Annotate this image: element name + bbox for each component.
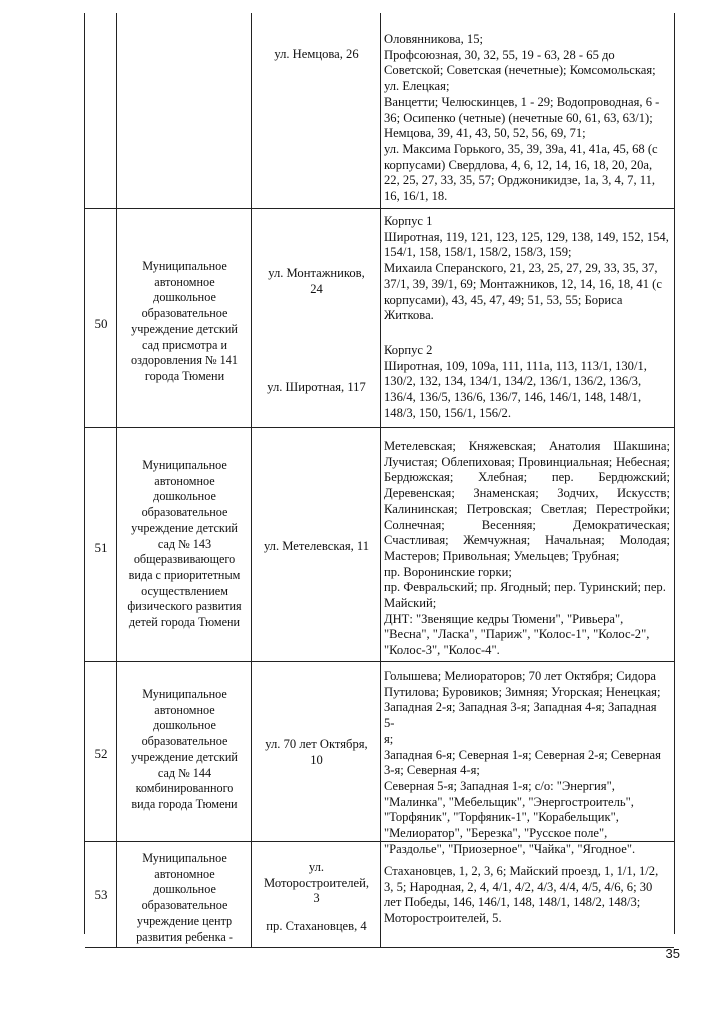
address-line: 24 — [310, 281, 323, 296]
page-number: 35 — [665, 946, 680, 961]
institution-cell — [117, 209, 252, 427]
institution-name-line: учреждение детский — [131, 321, 238, 336]
address-line: ул. Монтажников, — [268, 266, 365, 280]
territory-line: Широтная, 109, 109а, 111, 111а, 113, 113/1, 130/1, — [384, 358, 647, 373]
territory-block-1 — [384, 214, 670, 324]
territory-line: корпусами), 43, 45, 47, 49; 51, 53, 55; Бориса — [384, 292, 623, 307]
territory-line: я; — [384, 731, 394, 746]
institution-name-line: автономное — [154, 866, 215, 881]
territory-line: Солнечная; Весенняя; Демократическая; — [384, 517, 670, 532]
territory-line: Советской; Советская (нечетные); Комсомольская; — [384, 63, 656, 78]
territory-line: Стахановцев, 1, 2, 3, 6; Майский проезд, 1, 1/1, 1/2, — [384, 864, 659, 878]
institution-name — [123, 458, 246, 631]
territory-line: Мастеров; Привольная; Умельцев; Трубная; — [384, 548, 620, 563]
territory-line: корпусами) Свердлова, 4, 6, 12, 14, 16, 18, 20, 20а, — [384, 157, 653, 172]
territory-line: 148/3, 150, 156/1, 156/2. — [384, 405, 511, 420]
address-line: 10 — [310, 752, 323, 767]
institution-name-line: сад № 143 — [157, 536, 212, 551]
territory-text — [384, 669, 670, 857]
territory-line: пр. Февральский; пр. Ягодный; пер. Туринский; пер. — [384, 580, 666, 595]
table-row — [85, 428, 674, 662]
territory-line: Немцова, 39, 41, 43, 50, 52, 56, 69, 71; — [384, 126, 586, 141]
row-number-cell — [85, 13, 117, 208]
table-row — [85, 662, 674, 856]
institution-name-line: Муниципальное — [142, 458, 227, 472]
institution-name-line: осуществлением — [141, 583, 228, 598]
territory-line: Путилова; Буровиков; Зимняя; Угорская; Ненецкая; — [384, 684, 661, 699]
institution-name — [123, 687, 246, 813]
table-row — [85, 209, 674, 428]
territory-line: Лучистая; Облепиховая; Провинциальная; Небесная; — [384, 454, 670, 469]
institution-name-line: сад № 144 — [157, 765, 212, 780]
territory-line: 136/4, 136/5, 136/6, 136/7, 146, 146/1, 148, 148/1, — [384, 390, 642, 405]
institution-address-2 — [255, 919, 378, 935]
address-cell — [252, 842, 381, 947]
address-line: пр. Стахановцев, 4 — [266, 919, 367, 933]
territory-line: 22, 25, 27, 33, 35, 57; Орджоникидзе, 1а, 3, 4, 7, 11, — [384, 173, 656, 188]
territory-line: "Мелиоратор", "Березка", "Русское поле", — [384, 826, 608, 841]
territory-line: Метелевская; Княжевская; Анатолия Шакшина; — [384, 439, 670, 453]
territory-line: ДНТ: "Звенящие кедры Тюмени", "Ривьера", — [384, 611, 624, 626]
territory-line: "Весна", "Ласка", "Париж", "Колос-1", "Колос-2", — [384, 627, 650, 642]
address-cell — [252, 662, 381, 841]
institution-name-line: автономное — [154, 473, 215, 488]
institution-name — [123, 259, 246, 385]
territory-text — [384, 864, 670, 927]
table-row — [85, 13, 674, 209]
institution-name-line: вида с приоритетным — [128, 567, 241, 582]
institution-name-line: учреждение детский — [131, 520, 238, 535]
institution-cell — [117, 842, 252, 947]
institution-name-line: физического развития — [127, 599, 242, 614]
addresses-table — [84, 13, 675, 944]
institution-name-line: автономное — [154, 274, 215, 289]
institution-name-line: города Тюмени — [144, 368, 225, 383]
institution-address — [255, 266, 378, 297]
address-cell — [252, 428, 381, 661]
institution-name-line: комбинированного — [135, 781, 234, 796]
territory-line: "Малинка", "Мебельщик", "Энергостроитель", — [384, 794, 634, 809]
institution-name-line: детей города Тюмени — [128, 615, 241, 630]
territory-line: Ванцетти; Челюскинцев, 1 - 29; Водопроводная, 6 - — [384, 94, 660, 109]
territory-line: Деревенская; Знаменская; Зодчих, Искусств; — [384, 486, 670, 501]
address-line: ул. Метелевская, 11 — [263, 539, 370, 553]
territory-line: 16, 16/1, 18. — [384, 189, 448, 204]
territory-text — [384, 439, 670, 659]
institution-name-line: оздоровления № 141 — [131, 353, 238, 368]
territory-line: Счастливая; Жемчужная; Начальная; Молодая; — [384, 533, 670, 548]
row-number: 52 — [94, 746, 108, 761]
territory-line: Западная 2-я; Западная 3-я; Западная 4-я; Западная 5- — [384, 700, 657, 731]
territory-line: "Торфяник", "Торфяник-1", "Корабельщик", — [384, 810, 619, 825]
territory-text — [384, 32, 670, 205]
institution-name-line: образовательное — [141, 734, 228, 749]
territory-line: Западная 6-я; Северная 1-я; Северная 2-я; Северная — [384, 747, 661, 762]
territory-block-2 — [384, 343, 670, 422]
institution-cell — [117, 428, 252, 661]
territory-line: Житкова. — [384, 308, 434, 323]
institution-name-line: дошкольное — [153, 882, 216, 897]
territory-line: Бердюжская; Хлебная; пер. Бердюжский; — [384, 470, 670, 485]
institution-name-line: дошкольное — [153, 290, 216, 305]
institution-name-line: автономное — [154, 702, 215, 717]
territory-line: Широтная, 119, 121, 123, 125, 129, 138, 149, 152, 154, — [384, 229, 669, 244]
territory-cell — [381, 209, 674, 427]
territory-line: Майский; — [384, 596, 437, 611]
row-number: 53 — [94, 887, 108, 902]
address-line: ул. Широтная, 117 — [267, 380, 366, 394]
row-number-cell — [85, 842, 117, 947]
institution-name-line: образовательное — [141, 306, 228, 321]
institution-address — [255, 860, 378, 907]
institution-name-line: учреждение детский — [131, 749, 238, 764]
territory-line: 130/2, 132, 134, 134/1, 134/2, 136/1, 136/2, 136/3, — [384, 374, 642, 389]
institution-name-line: дошкольное — [153, 489, 216, 504]
institution-name-line: образовательное — [141, 898, 228, 913]
institution-cell — [117, 662, 252, 841]
territory-line: Оловянникова, 15; — [384, 32, 484, 46]
address-line: ул. 70 лет Октября, — [265, 737, 368, 751]
address-line: 3 — [313, 891, 320, 906]
territory-line: 3-я; Северная 4-я; — [384, 763, 480, 778]
territory-line: "Колос-3", "Колос-4". — [384, 643, 500, 658]
row-number-cell — [85, 209, 117, 427]
institution-name-line: вида города Тюмени — [131, 796, 238, 811]
territory-line: Михаила Сперанского, 21, 23, 25, 27, 29, 33, 35, 37, — [384, 261, 658, 276]
territory-line: "Раздолье", "Приозерное", "Чайка", "Ягодное". — [384, 841, 636, 856]
territory-line: Голышева; Мелиораторов; 70 лет Октября; Сидора — [384, 669, 657, 683]
institution-name-line: образовательное — [141, 505, 228, 520]
territory-cell — [381, 842, 674, 947]
territory-line: Корпус 1 — [384, 214, 433, 228]
institution-name-line: Муниципальное — [142, 851, 227, 865]
institution-name — [123, 851, 246, 945]
table-row — [85, 842, 674, 948]
territory-line: ул. Елецкая; — [384, 79, 450, 94]
institution-name-line: развития ребенка - — [136, 929, 233, 944]
territory-line: 36; Осипенко (четные) (нечетные 60, 61, 63, 63/1); — [384, 110, 653, 125]
territory-line: Калининская; Петровская; Светлая; Перестройки; — [384, 501, 670, 516]
row-number: 51 — [94, 540, 108, 555]
territory-cell — [381, 13, 674, 208]
institution-name-line: сад присмотра и — [142, 337, 227, 352]
institution-cell — [117, 13, 252, 208]
territory-line: лет Победы, 146, 146/1, 148, 148/1, 148/2, 148/3; — [384, 895, 641, 910]
institution-name-line: учреждение центр — [136, 913, 233, 928]
row-number-cell — [85, 662, 117, 841]
territory-line: Северная 5-я; Западная 1-я; с/о: "Энергия", — [384, 778, 615, 793]
institution-address — [255, 737, 378, 768]
territory-line: Корпус 2 — [384, 343, 433, 357]
territory-cell — [381, 662, 674, 856]
institution-address-2 — [255, 380, 378, 396]
row-number-cell — [85, 428, 117, 661]
territory-cell — [381, 428, 674, 661]
address-cell — [252, 13, 381, 208]
territory-line: 154/1, 158, 158/1, 158/2, 158/3, 159; — [384, 245, 572, 260]
territory-line: 37/1, 39, 39/1, 69; Монтажников, 12, 14, 16, 18, 41 (с — [384, 276, 662, 291]
row-number: 50 — [94, 316, 108, 331]
institution-name-line: Муниципальное — [142, 259, 227, 273]
territory-line: Профсоюзная, 30, 32, 55, 19 - 63, 28 - 65 до — [384, 47, 615, 62]
institution-address: ул. Немцова, 26 — [274, 47, 359, 61]
territory-line: пр. Воронинские горки; — [384, 564, 512, 579]
address-line: ул. — [308, 860, 325, 874]
institution-name-line: общеразвивающего — [133, 552, 236, 567]
address-cell — [252, 209, 381, 427]
territory-line: Моторостроителей, 5. — [384, 911, 502, 926]
institution-name-line: дошкольное — [153, 718, 216, 733]
territory-line: ул. Максима Горького, 35, 39, 39а, 41, 41а, 45, 68 (с — [384, 141, 658, 156]
territory-line: 3, 5; Народная, 2, 4, 4/1, 4/2, 4/3, 4/4, 4/5, 4/6, 6; 30 — [384, 879, 653, 894]
institution-address — [255, 539, 378, 555]
institution-name-line: Муниципальное — [142, 687, 227, 701]
address-line: Моторостроителей, — [264, 875, 369, 890]
